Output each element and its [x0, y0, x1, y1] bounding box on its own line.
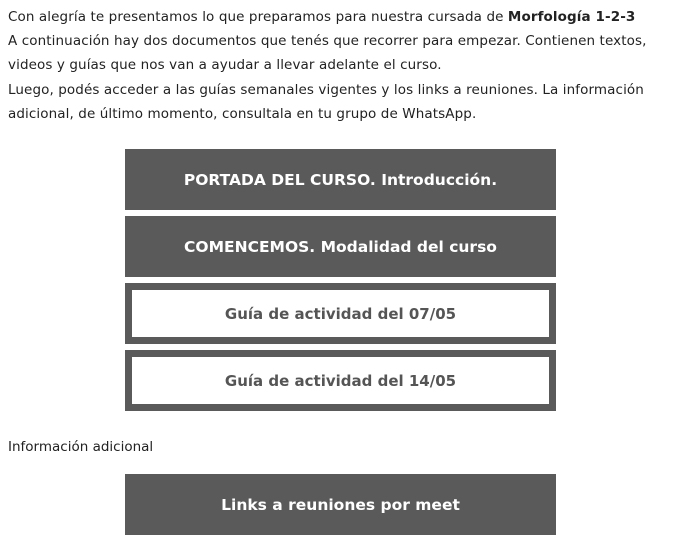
course-name: Morfología 1-2-3: [507, 9, 636, 25]
intro-text: [8, 5, 683, 126]
guia-0705-button[interactable]: Guía de actividad del 07/05: [125, 283, 556, 344]
intro-line-1: [8, 5, 683, 29]
intro-line-3: Luego, podés acceder a las guías semanales vigentes y los links a reuniones. La información adicional, de último momento, consultala en tu grupo de WhatsApp.: [8, 81, 644, 122]
portada-button[interactable]: PORTADA DEL CURSO. Introducción.: [125, 149, 556, 210]
intro-line-2: A continuación hay dos documentos que tenés que recorrer para empezar. Contienen textos, videos y guías que nos van a ayudar a llevar adelante el curso.: [8, 33, 647, 74]
info-adicional-label: Información adicional: [8, 439, 154, 455]
intro-line-1-text: Con alegría te presentamos lo que preparamos para nuestra cursada de: [8, 9, 508, 25]
guia-1405-button[interactable]: Guía de actividad del 14/05: [125, 350, 556, 411]
comencemos-button[interactable]: COMENCEMOS. Modalidad del curso: [125, 216, 556, 277]
links-meet-button[interactable]: Links a reuniones por meet: [125, 474, 556, 535]
